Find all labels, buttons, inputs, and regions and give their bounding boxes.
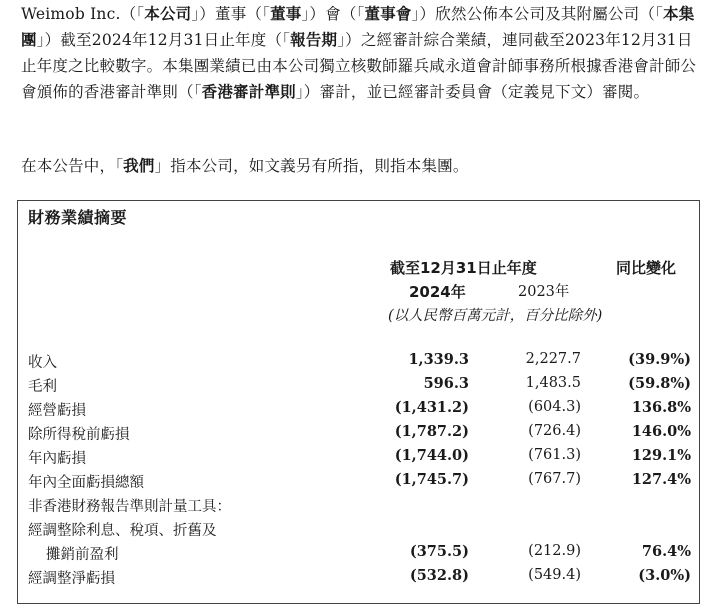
intro-text: 」）之經審計綜合業績，連同截至2023年12月31日止年度之比較數字。本集團業績已由本公司獨立核數師羅兵咸永道會計師事務所根據香港會計師公會頒佈的香港審計準則（「	[21, 31, 697, 101]
value-2024: (1,431.2)	[394, 399, 469, 416]
value-2024: 596.3	[423, 375, 469, 392]
value-2024: (1,745.7)	[394, 471, 469, 488]
year-prior-header: 2023年	[518, 284, 570, 300]
defined-term: 本集團	[21, 4, 695, 49]
yoy-change: 136.8%	[631, 399, 691, 416]
row-label: 非香港財務報告準則計量工具：	[28, 499, 231, 515]
defined-term: 報告期	[290, 30, 338, 49]
period-header: 截至12月31日止年度	[390, 259, 537, 277]
row-label: 除所得稅前虧損	[28, 427, 130, 443]
row-label: 經調整淨虧損	[28, 571, 115, 587]
value-2023: (767.7)	[528, 471, 581, 487]
intro-text: 」）審計，並已經審計委員會（定義見下文）審閱。	[295, 83, 650, 101]
value-2023: (212.9)	[528, 543, 581, 559]
defined-term: 我們	[123, 156, 155, 175]
intro-text: 在本公告中，「	[21, 157, 124, 175]
table-row	[18, 399, 699, 421]
yoy-change: (59.8%)	[628, 375, 691, 392]
yoy-change: 76.4%	[641, 543, 691, 560]
yoy-change: (39.9%)	[628, 351, 691, 368]
table-row	[18, 447, 699, 469]
defined-term: 本公司	[144, 4, 192, 23]
row-label: 經營虧損	[28, 403, 86, 419]
yoy-change: 146.0%	[631, 423, 691, 440]
row-label: 經調整除利息、稅項、折舊及	[28, 523, 217, 539]
table-row	[18, 567, 699, 589]
yoy-change: 127.4%	[631, 471, 691, 488]
change-header: 同比變化	[616, 259, 677, 277]
intro-paragraph	[21, 1, 697, 105]
value-2023: 2,227.7	[525, 351, 581, 367]
value-2024: (532.8)	[409, 567, 469, 584]
value-2023: (726.4)	[528, 423, 581, 439]
value-2023: (604.3)	[528, 399, 581, 415]
table-row	[18, 495, 699, 517]
value-2024: (1,787.2)	[394, 423, 469, 440]
table-row	[18, 423, 699, 445]
intro-text: 」）董事（「	[191, 5, 271, 23]
yoy-change: (3.0%)	[638, 567, 691, 584]
row-label: 收入	[28, 355, 57, 371]
table-row	[18, 543, 699, 565]
row-label: 毛利	[28, 379, 57, 395]
value-2024: 1,339.3	[408, 351, 469, 368]
year-current-header: 2024年	[409, 283, 466, 301]
value-2023: (761.3)	[528, 447, 581, 463]
yoy-change: 129.1%	[631, 447, 691, 464]
table-row	[18, 375, 699, 397]
intro-text: 」）截至2024年12月31日止年度（「	[36, 31, 291, 49]
financial-summary-box	[17, 200, 700, 604]
intro-text: 」指本公司，如文義另有所指，則指本集團。	[154, 157, 469, 175]
table-row	[18, 519, 699, 541]
value-2024: (1,744.0)	[394, 447, 469, 464]
value-2024: (375.5)	[409, 543, 469, 560]
defined-term: 香港審計準則	[201, 82, 296, 101]
intro-text: 」）會（「	[301, 5, 365, 23]
row-label: 攤銷前盈利	[46, 547, 119, 563]
row-label: 年內全面虧損總額	[28, 475, 144, 491]
value-2023: (549.4)	[528, 567, 581, 583]
summary-title: 財務業績摘要	[28, 208, 128, 227]
definition-paragraph	[21, 153, 697, 179]
table-row	[18, 471, 699, 493]
unit-note: (以人民幣百萬元計，百分比除外)	[388, 308, 603, 324]
row-label: 年內虧損	[28, 451, 86, 467]
intro-text: 」）欣然公佈本公司及其附屬公司（「	[411, 5, 663, 23]
intro-text: Weimob Inc.（「	[21, 5, 145, 23]
defined-term: 董事會	[364, 4, 412, 23]
table-row	[18, 351, 699, 373]
value-2023: 1,483.5	[525, 375, 581, 391]
defined-term: 董事	[270, 4, 302, 23]
